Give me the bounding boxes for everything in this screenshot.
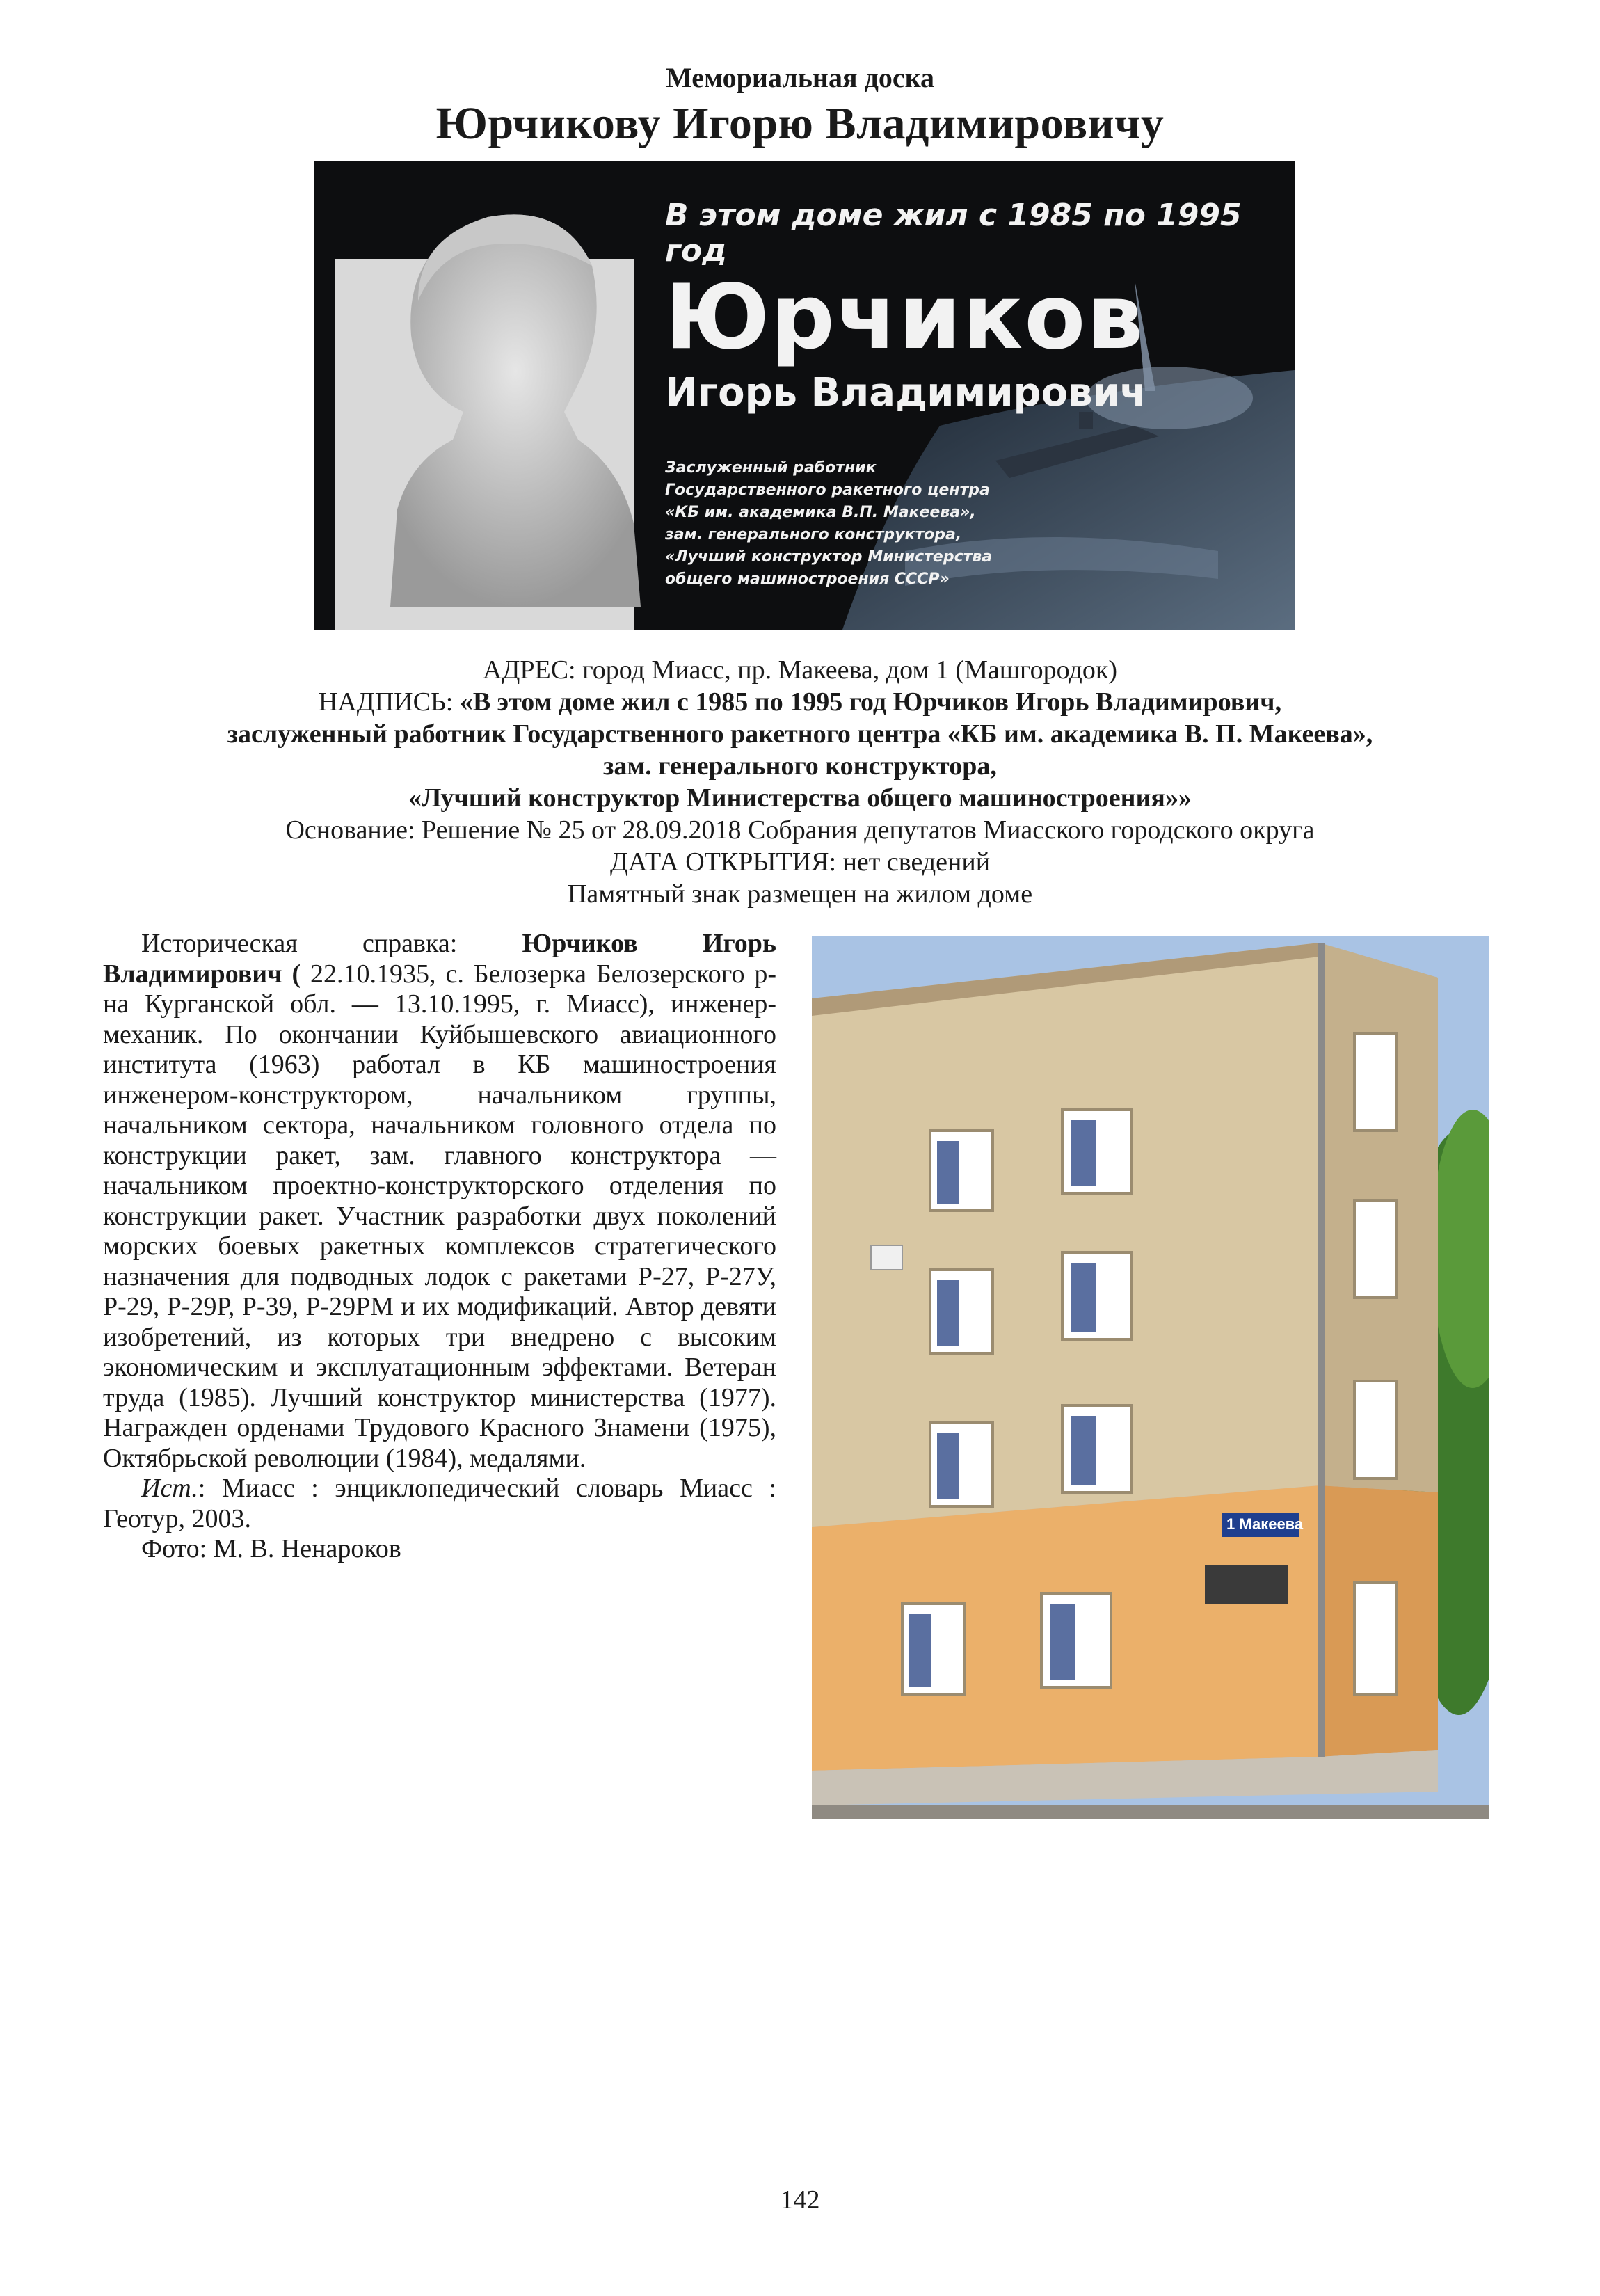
historical-reference	[103, 929, 776, 1565]
memorial-plaque-image	[314, 161, 1295, 630]
history-name: Юрчиков Игорь Владимирович (	[103, 929, 777, 989]
inscription-line	[0, 686, 1600, 718]
basis-line: Основание: Решение № 25 от 28.09.2018 Собрания депутатов Миасского городского округа	[285, 815, 1315, 845]
wall-plaque	[1205, 1565, 1288, 1604]
source-text: : Миасс : энциклопедический словарь Миасс : Геотур, 2003.	[103, 1474, 776, 1533]
plaque-description-line: зам. генерального конструктора,	[665, 526, 962, 543]
plaque-description-line: Заслуженный работник	[665, 459, 877, 477]
history-body: 22.10.1935, с. Белозерка Белозерского р-на Курганской обл. — 13.10.1995, г. Миасс), инженер-механик. По окончании Куйбышевского авиационного института (1963) работал в КБ машиностроения инженером-конструктором, начальником группы, начальником сектора, начальником головного отдела по конструкции ракет, зам. главного конструктора — начальником проектно-конструкторского отделения по конструкции ракет. Участник разработки двух поколений морских боевых ракетных комплексов стратегического назначения для подводных лодок с ракетами Р-27, Р-27У, Р-29, Р-29Р, Р-39, Р-29РМ и их модификаций. Автор девяти изобретений, из которых три внедрено с высоким экономическим и эксплуатационным эффектами. Ветеран труда (1985). Лучший конструктор министерства (1977). Награжден орденами Трудового Красного Знамени (1975), Октябрьской революции (1984), медалями.	[103, 959, 776, 1473]
plaque-description-line: общего машиностроения СССР»	[665, 571, 950, 588]
plaque-description	[665, 457, 1055, 591]
building-photo	[812, 936, 1489, 1819]
page-kicker: Мемориальная доска	[665, 62, 935, 93]
photo-credit: Фото: М. В. Ненароков	[141, 1534, 401, 1563]
opening-value: нет сведений	[842, 847, 991, 877]
source-label: Ист.	[141, 1474, 198, 1503]
address-value: город Миасс, пр. Макеева, дом 1 (Машгородок)	[582, 655, 1117, 685]
plaque-years-line: В этом доме жил с 1985 по 1995 год	[665, 198, 1242, 269]
history-paragraph	[103, 929, 776, 1474]
inscription-text: зам. генерального конструктора,	[603, 751, 997, 781]
inscription-text: заслуженный работник Государственного ракетного центра «КБ им. академика В. П. Макеева»,	[227, 719, 1373, 749]
street-sign-name: Макеева	[1239, 1515, 1304, 1533]
page-title: Юрчикову Игорю Владимировичу	[435, 98, 1165, 149]
inscription-text: «Лучший конструктор Министерства общего машиностроения»»	[408, 783, 1192, 813]
address-label: АДРЕС:	[483, 655, 576, 685]
plaque-description-line: «КБ им. академика В.П. Макеева»,	[665, 504, 976, 521]
street-sign-number: 1	[1226, 1515, 1235, 1533]
address-line	[0, 654, 1600, 686]
opening-date-line	[0, 846, 1600, 878]
building-photo-artwork	[812, 936, 1489, 1819]
history-label: Историческая справка:	[141, 929, 458, 958]
plaque-name: Игорь Владимирович	[665, 370, 1147, 415]
street-sign-text	[1226, 1515, 1303, 1533]
plaque-description-line: «Лучший конструктор Министерства	[665, 548, 993, 566]
source-paragraph	[103, 1474, 776, 1534]
opening-label: ДАТА ОТКРЫТИЯ:	[609, 847, 837, 877]
inscription-text: «В этом доме жил с 1985 по 1995 год Юрчиков Игорь Владимирович,	[459, 687, 1282, 717]
plaque-surname: Юрчиков	[665, 266, 1145, 369]
location-line: Памятный знак размещен на жилом доме	[567, 879, 1033, 909]
page-number: 142	[780, 2185, 820, 2215]
inscription-label: НАДПИСЬ:	[318, 687, 454, 717]
plaque-description-line: Государственного ракетного центра	[665, 481, 990, 499]
